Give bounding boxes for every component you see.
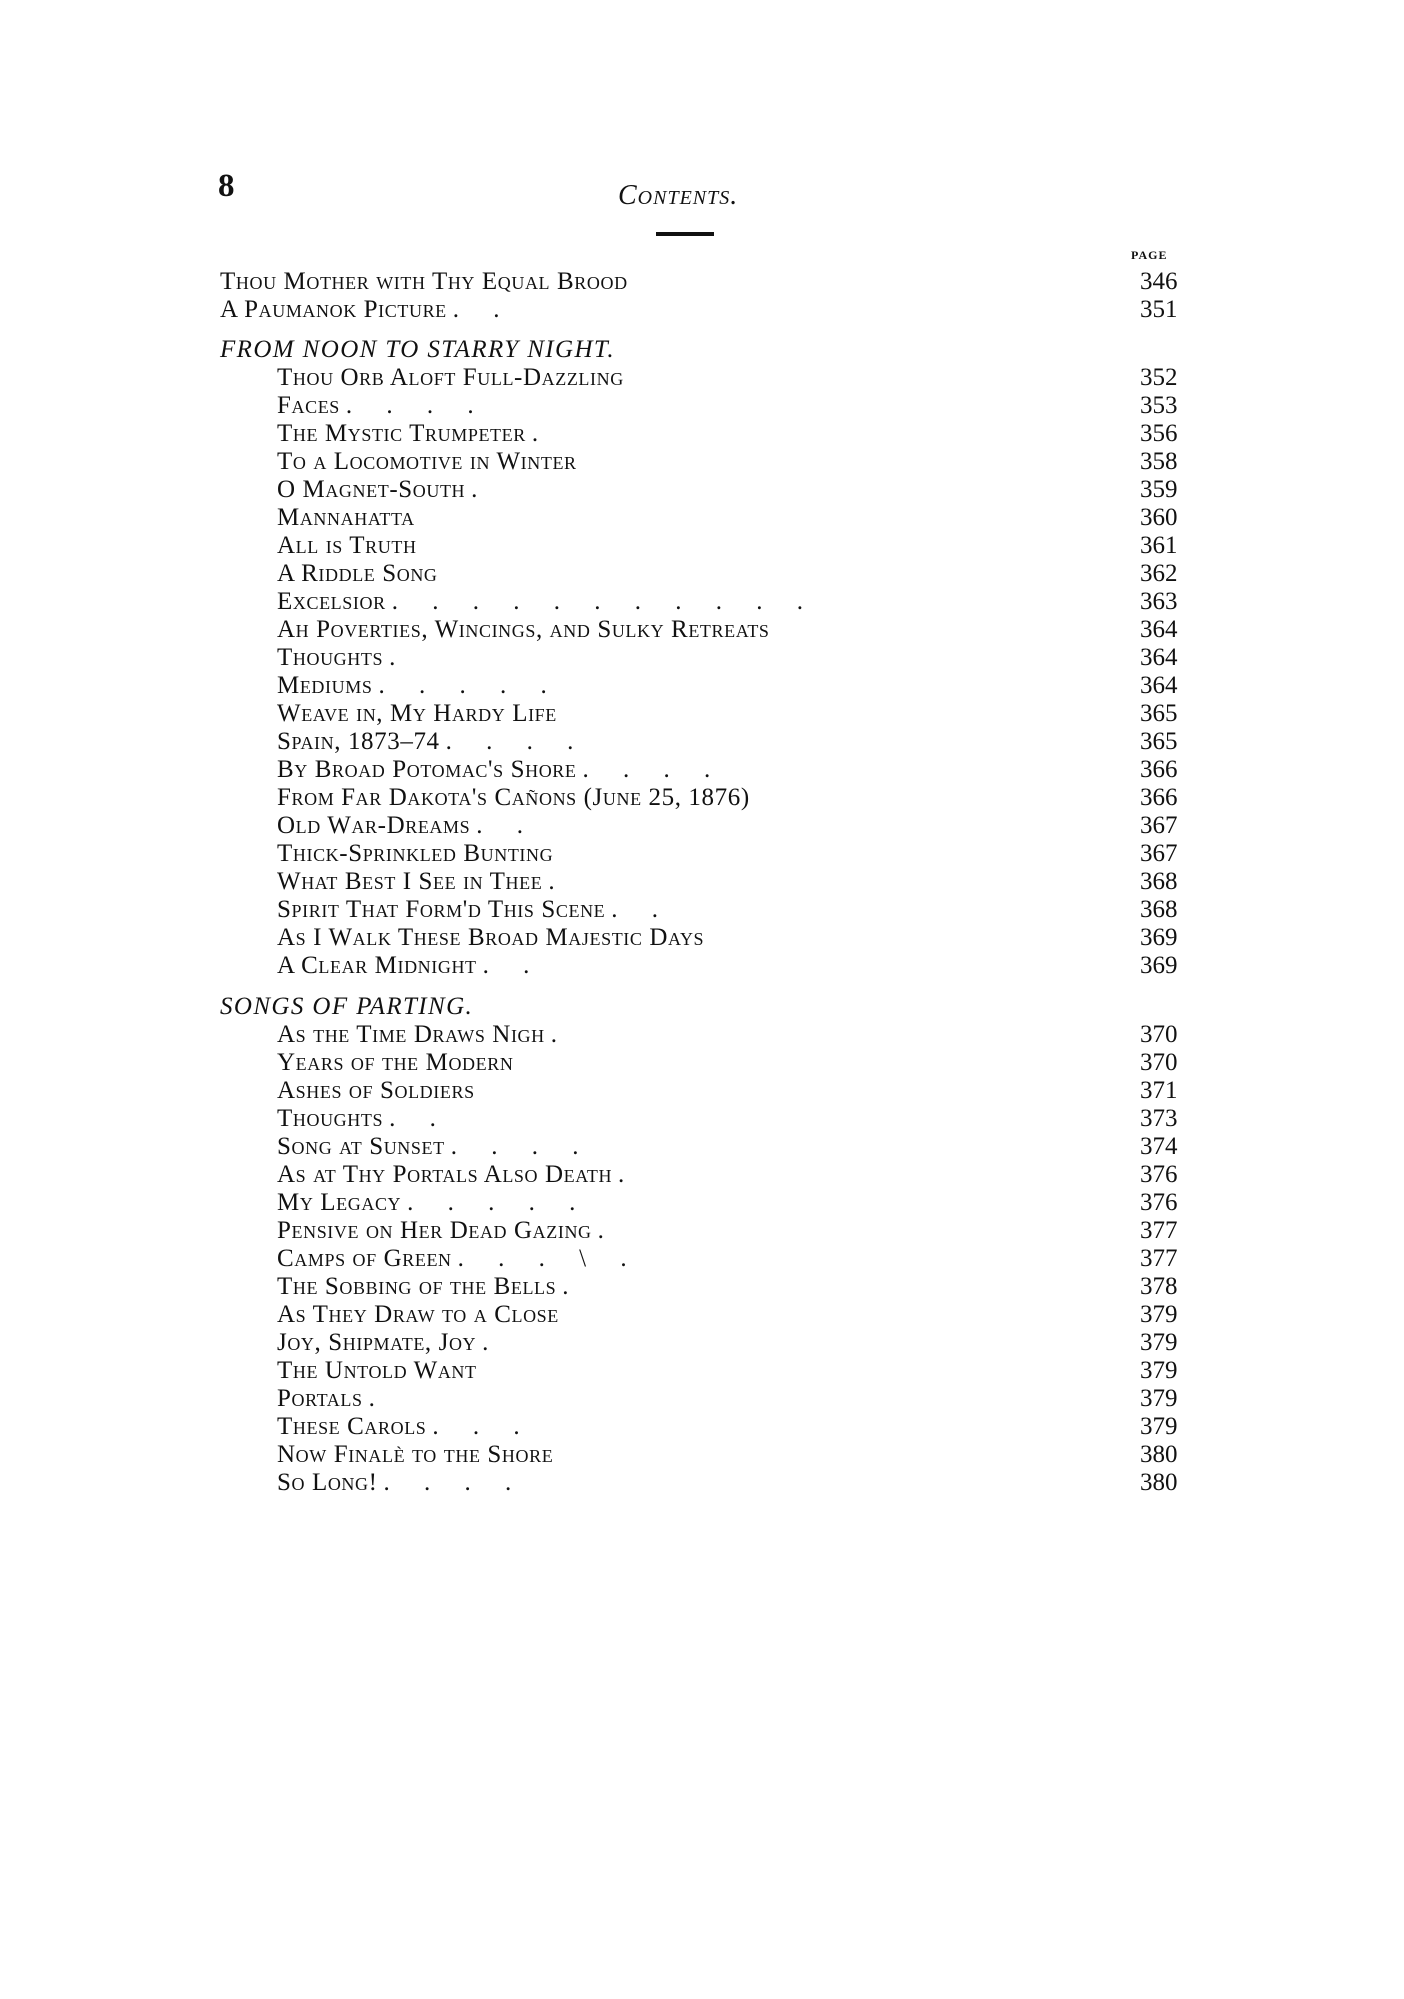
toc-entry: Thoughts . . xyxy=(277,1105,450,1132)
toc-page-number: 379 xyxy=(1140,1357,1178,1384)
toc-page-number: 365 xyxy=(1140,728,1178,755)
toc-page-number: 368 xyxy=(1140,896,1178,923)
toc-entry: The Untold Want xyxy=(277,1357,477,1384)
toc-entry: As I Walk These Broad Majestic Days xyxy=(277,924,705,951)
toc-entry: Pensive on Her Dead Gazing . xyxy=(277,1217,618,1244)
toc-page-number: 353 xyxy=(1140,392,1178,419)
toc-entry: As at Thy Portals Also Death . xyxy=(277,1161,639,1188)
toc-entry: From Far Dakota's Cañons (June 25, 1876) xyxy=(277,784,750,811)
toc-page-number: 351 xyxy=(1140,296,1178,323)
toc-entry: Thoughts . xyxy=(277,644,410,671)
toc-entry: A Riddle Song xyxy=(277,560,438,587)
toc-entry: Camps of Green . . . \ . xyxy=(277,1245,641,1272)
toc-page-number: 380 xyxy=(1140,1469,1178,1496)
toc-page-number: 352 xyxy=(1140,364,1178,391)
toc-page-number: 367 xyxy=(1140,812,1178,839)
toc-page-number: 370 xyxy=(1140,1021,1178,1048)
toc-page-number: 360 xyxy=(1140,504,1178,531)
toc-entry: Song at Sunset . . . . xyxy=(277,1133,593,1160)
toc-entry: Years of the Modern xyxy=(277,1049,514,1076)
toc-entry: Ashes of Soldiers xyxy=(277,1077,475,1104)
toc-entry: Thick-Sprinkled Bunting xyxy=(277,840,554,867)
toc-page-number: 376 xyxy=(1140,1189,1178,1216)
toc-entry: Old War-Dreams . . xyxy=(277,812,537,839)
toc-page-number: 376 xyxy=(1140,1161,1178,1188)
head-rule xyxy=(656,232,714,236)
toc-page-number: 369 xyxy=(1140,924,1178,951)
toc-entry: O Magnet-South . xyxy=(277,476,492,503)
toc-page-number: 377 xyxy=(1140,1245,1178,1272)
toc-entry: Joy, Shipmate, Joy . xyxy=(277,1329,503,1356)
toc-entry: Excelsior . . . . . . . . . . . xyxy=(277,588,817,615)
toc-page-number: 363 xyxy=(1140,588,1178,615)
toc-entry: Mediums . . . . . xyxy=(277,672,561,699)
toc-entry: Spain, 1873–74 . . . . xyxy=(277,728,588,755)
toc-entry: To a Locomotive in Winter xyxy=(277,448,577,475)
toc-entry: Faces . . . . xyxy=(277,392,488,419)
toc-entry: As the Time Draws Nigh . xyxy=(277,1021,571,1048)
toc-entry: A Paumanok Picture . . xyxy=(220,296,514,323)
toc-entry: Thou Mother with Thy Equal Brood xyxy=(220,268,628,295)
page-number: 8 xyxy=(218,168,235,204)
toc-page-number: 365 xyxy=(1140,700,1178,727)
section-heading: SONGS OF PARTING. xyxy=(220,993,474,1020)
toc-page-number: 379 xyxy=(1140,1385,1178,1412)
toc-entry: Weave in, My Hardy Life xyxy=(277,700,557,727)
toc-page-number: 369 xyxy=(1140,952,1178,979)
toc-entry: Spirit That Form'd This Scene . . xyxy=(277,896,673,923)
toc-entry: The Sobbing of the Bells . xyxy=(277,1273,583,1300)
toc-page-number: 379 xyxy=(1140,1413,1178,1440)
toc-page-number: 359 xyxy=(1140,476,1178,503)
toc-page-number xyxy=(1140,993,1188,1021)
toc-page-number: 367 xyxy=(1140,840,1178,867)
toc-page-number: 361 xyxy=(1140,532,1178,559)
toc-page-number: 358 xyxy=(1140,448,1178,475)
toc-page-number: 371 xyxy=(1140,1077,1178,1104)
toc-entry: What Best I See in Thee . xyxy=(277,868,569,895)
toc-page-number: 373 xyxy=(1140,1105,1178,1132)
toc-page-number: 368 xyxy=(1140,868,1178,895)
toc-page-number: 356 xyxy=(1140,420,1178,447)
section-heading: FROM NOON TO STARRY NIGHT. xyxy=(220,336,616,363)
toc-entry: By Broad Potomac's Shore . . . . xyxy=(277,756,725,783)
toc-page-number: 379 xyxy=(1140,1301,1178,1328)
toc-page-number: 366 xyxy=(1140,756,1178,783)
toc-page-number: 379 xyxy=(1140,1329,1178,1356)
toc-page-number: 370 xyxy=(1140,1049,1178,1076)
toc-entry: Portals . xyxy=(277,1385,389,1412)
toc-page-number: 374 xyxy=(1140,1133,1178,1160)
toc-entry: These Carols . . . xyxy=(277,1413,534,1440)
toc-entry: All is Truth xyxy=(277,532,417,559)
toc-page-number xyxy=(1140,336,1188,364)
toc-page-number: 377 xyxy=(1140,1217,1178,1244)
running-head: Contents. xyxy=(618,180,739,211)
page-column-label: PAGE xyxy=(1131,248,1168,262)
toc-page-number: 362 xyxy=(1140,560,1178,587)
toc-entry: A Clear Midnight . . xyxy=(277,952,544,979)
toc-entry: As They Draw to a Close xyxy=(277,1301,559,1328)
toc-entry: My Legacy . . . . . xyxy=(277,1189,590,1216)
toc-page-number: 366 xyxy=(1140,784,1178,811)
toc-entry: Now Finalè to the Shore xyxy=(277,1441,554,1468)
toc-entry: So Long! . . . . xyxy=(277,1469,526,1496)
toc-page-number: 378 xyxy=(1140,1273,1178,1300)
toc-page-number: 364 xyxy=(1140,616,1178,643)
toc-entry: Ah Poverties, Wincings, and Sulky Retreats xyxy=(277,616,770,643)
toc-page-number: 346 xyxy=(1140,268,1178,295)
toc-page-number: 380 xyxy=(1140,1441,1178,1468)
toc-page-number: 364 xyxy=(1140,672,1178,699)
toc-page-number: 364 xyxy=(1140,644,1178,671)
toc-entry: Thou Orb Aloft Full-Dazzling xyxy=(277,364,624,391)
toc-entry: The Mystic Trumpeter . xyxy=(277,420,553,447)
toc-entry: Mannahatta xyxy=(277,504,415,531)
